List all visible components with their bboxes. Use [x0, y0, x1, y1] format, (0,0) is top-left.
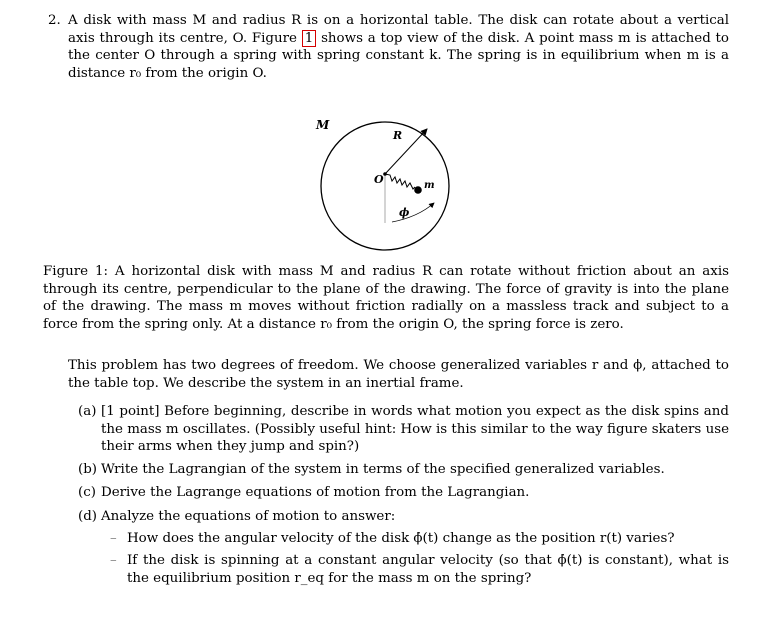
part-d	[78, 508, 729, 526]
part-text: Analyze the equations of motion to answer:	[101, 509, 396, 524]
label-O: O	[374, 173, 384, 186]
subpart-1	[110, 530, 729, 548]
part-text: Derive the Lagrange equations of motion from the Lagrangian.	[101, 485, 530, 500]
radius-arrow	[385, 129, 427, 174]
part-text: [1 point] Before beginning, describe in words what motion you expect as the disk spins and the mass m oscillates. (Possibly useful hint: How is this similar to the way figure skaters use their arms when they jump and spin?)	[101, 404, 729, 455]
part-c	[78, 484, 729, 502]
problem-number: 2.	[48, 13, 61, 28]
part-b	[78, 461, 729, 479]
problem-statement	[68, 12, 729, 82]
label-phi: ϕ	[399, 206, 410, 219]
label-R: R	[393, 129, 403, 142]
part-a	[78, 403, 729, 457]
figure-reference-link[interactable]: 1	[302, 30, 317, 47]
label-M: M	[316, 118, 330, 132]
part-label: (b)	[78, 462, 98, 477]
part-text: Write the Lagrangian of the system in terms of the specified generalized variables.	[101, 462, 665, 477]
spring-icon	[385, 174, 415, 189]
disk-diagram	[300, 113, 470, 263]
point-mass	[414, 186, 422, 194]
problem-intro: This problem has two degrees of freedom. We choose generalized variables r and ϕ, attached to the table top. We describe the system in an inertial frame.	[68, 358, 729, 391]
problem-text-after-ref: shows a top view of the disk. A point mass m is attached to the center O through a spring with spring constant k. The spring is in equilibrium when m is a distance r₀ from the origin O.	[68, 30, 729, 81]
subpart-text: How does the angular velocity of the disk ϕ̇(t) change as the position r(t) varies?	[127, 531, 675, 546]
part-label: (d)	[78, 509, 98, 524]
dash-bullet: –	[110, 531, 117, 546]
part-label: (c)	[78, 485, 96, 500]
figure-caption: Figure 1: A horizontal disk with mass M and radius R can rotate without friction about an axis through its centre, perpendicular to the plane of the drawing. The force of gravity is into the plane of the drawing. The mass m moves without friction radially on a massless track and subject to a force from the spring only. At a distance r₀ from the origin O, the spring force is zero.	[43, 264, 729, 332]
dash-bullet: –	[110, 553, 117, 568]
subpart-text: If the disk is spinning at a constant angular velocity (so that ϕ̇(t) is constant), what is the equilibrium position r_eq for the mass m on the spring?	[127, 553, 729, 586]
subpart-2	[110, 552, 729, 588]
label-m: m	[424, 180, 435, 191]
part-label: (a)	[78, 404, 97, 419]
disk-figure	[300, 113, 470, 263]
problem-text-before-ref: A disk with mass M and radius R is on a horizontal table. The disk can rotate about a vertical axis through its centre, O. Figure	[68, 13, 729, 46]
